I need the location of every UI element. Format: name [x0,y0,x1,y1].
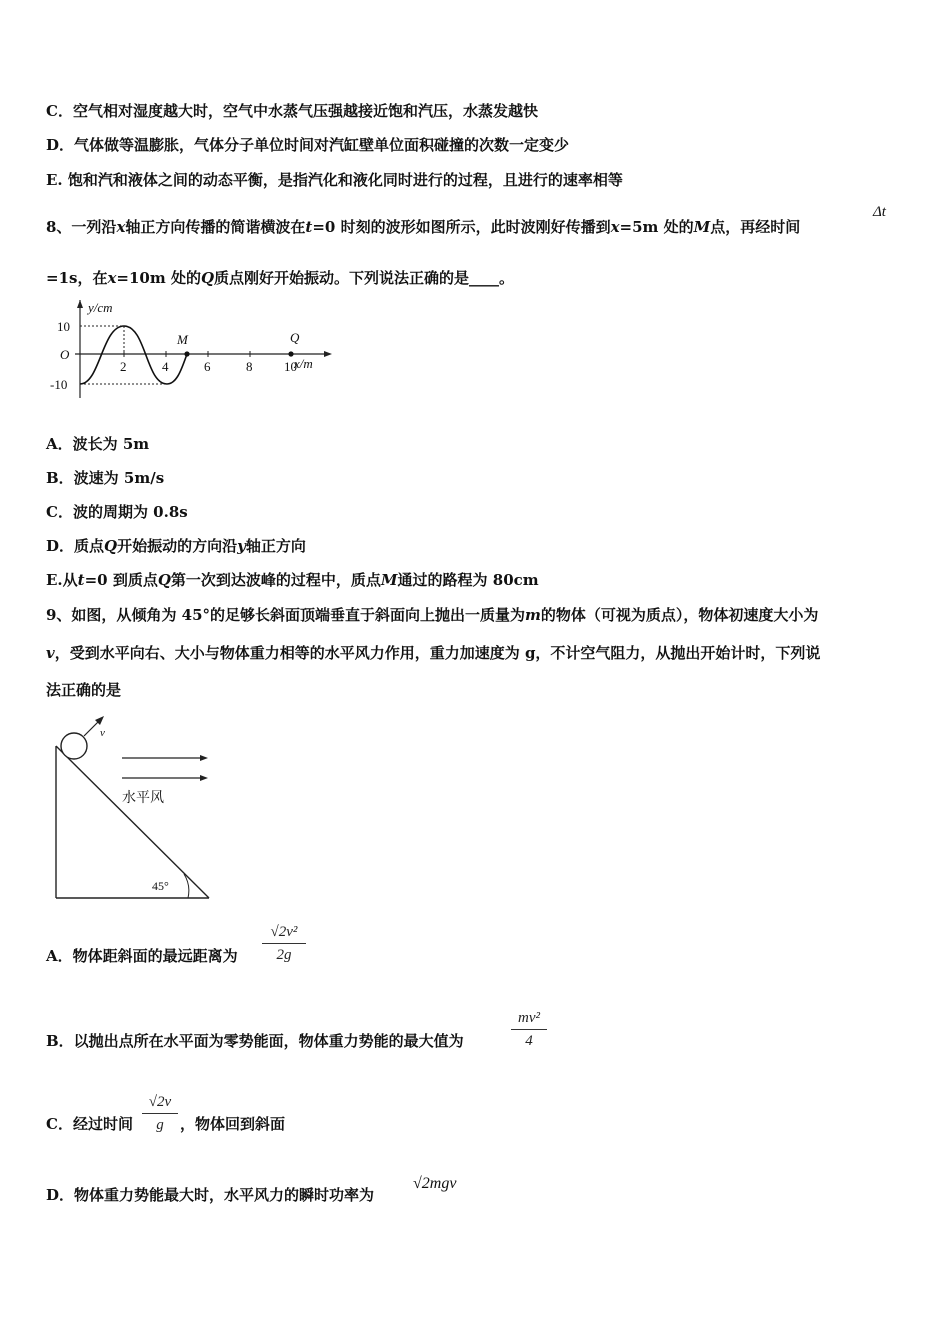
q8-option-b: B．波速为 5m/s [46,469,165,487]
q7-option-e: E. 饱和汽和液体之间的动态平衡，是指汽化和液化同时进行的过程，且进行的速率相等 [46,171,623,189]
q9-option-a: A．物体距斜面的最远距离为 [46,947,238,965]
wind-label: 水平风 [122,791,164,806]
wave-curve [80,326,187,384]
wind-arrowhead-top [200,755,208,761]
q9-option-d-expression: √2mgv [413,1175,457,1192]
q8-stem-line2: =1s，在x=10m 处的Q质点刚好开始振动。下列说法正确的是____。 [46,269,515,287]
y-axis-arrow [77,300,83,308]
q9-option-d: D．物体重力势能最大时，水平风力的瞬时功率为 [46,1186,375,1204]
q8-option-c: C．波的周期为 0.8s [46,503,188,521]
ball [61,733,87,759]
x-tick-4: 4 [162,359,169,374]
q7-option-c: C．空气相对湿度越大时，空气中水蒸气压强越接近饱和汽压，水蒸发越快 [46,102,538,120]
incline-slope [56,746,209,898]
x-tick-2: 2 [120,359,127,374]
q8-stem-line1: 8、一列沿x轴正方向传播的简谐横波在t=0 时刻的波形如图所示，此时波刚好传播到x=5m 处的M点，再经时间 [46,218,801,236]
q9-option-b-fraction: mv² 4 [511,1008,547,1051]
q9-option-b: B．以抛出点所在水平面为零势能面，物体重力势能的最大值为 [46,1032,464,1050]
q9-stem-line2: v，受到水平向右、大小与物体重力相等的水平风力作用，重力加速度为 g，不计空气阻力，从抛出开始计时，下列说 [46,644,821,662]
q9-option-c-suffix: ，物体回到斜面 [180,1115,286,1133]
y-tick-10: 10 [57,319,70,334]
origin-label: O [60,347,70,362]
q8-option-a: A．波长为 5m [46,435,150,453]
y-axis-label: y/cm [88,300,113,315]
q8-option-e: E.从t=0 到质点Q第一次到达波峰的过程中，质点M通过的路程为 80cm [46,571,539,589]
x-tick-8: 8 [246,359,253,374]
q8-wave-graph [40,298,350,408]
q9-option-a-fraction: √2v² 2g [262,922,306,965]
q8-option-d: D．质点Q开始振动的方向沿y轴正方向 [46,537,306,555]
q9-option-c-prefix: C．经过时间 [46,1115,133,1133]
point-m-label: M [177,332,188,347]
q9-stem-line3: 法正确的是 [46,681,122,699]
q9-incline-figure [40,710,225,906]
point-q-label: Q [290,330,300,345]
point-q-dot [288,351,293,356]
x-tick-10: 10 [284,359,297,374]
velocity-label: v [100,727,105,739]
angle-label: 45° [152,879,169,893]
y-tick-neg10: -10 [50,377,68,392]
q9-option-c-fraction: √2v g [142,1092,178,1135]
point-m-dot [184,351,189,356]
q8-delta-t: Δt [873,204,886,220]
q9-stem-line1: 9、如图，从倾角为 45°的足够长斜面顶端垂直于斜面向上抛出一质量为m的物体（可视为质点），物体初速度大小为 [46,606,819,624]
wind-arrowhead-bottom [200,775,208,781]
x-tick-6: 6 [204,359,211,374]
q7-option-d: D．气体做等温膨胀，气体分子单位时间对汽缸壁单位面积碰撞的次数一定变少 [46,136,570,154]
x-axis-label: x/m [294,356,313,371]
x-axis-arrow [324,351,332,357]
